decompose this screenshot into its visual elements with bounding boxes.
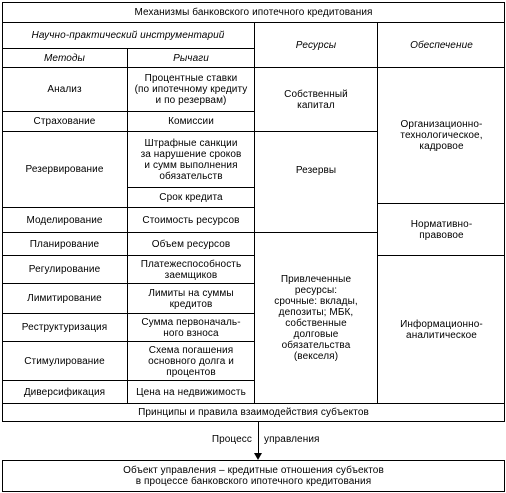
lever-interest-rates: Процентные ставки (по ипотечному кредиту и по резервам) bbox=[134, 73, 248, 106]
method-modeling: Моделирование bbox=[26, 214, 103, 226]
lever-resource-volume: Объем ресурсов bbox=[151, 238, 231, 250]
resources-header: Ресурсы bbox=[295, 39, 337, 51]
lever-down-payment: Сумма первоначаль- ного взноса bbox=[141, 316, 241, 339]
object-text: Объект управления – кредитные отношения субъектов в процессе банковского ипотечного кредитования bbox=[123, 465, 384, 487]
lever-property-price: Цена на недвижимость bbox=[136, 386, 246, 398]
method-regulation: Регулирование bbox=[28, 264, 101, 275]
diagram-title: Механизмы банковского ипотечного кредитования bbox=[134, 7, 373, 18]
process-label-right: управления bbox=[264, 433, 320, 445]
method-stimulation: Стимулирование bbox=[24, 355, 105, 367]
support-header: Обеспечение bbox=[410, 39, 473, 51]
support-organizational: Организационно- технологическое, кадровое bbox=[400, 119, 483, 152]
levers-header: Рычаги bbox=[173, 52, 209, 64]
resource-own-capital: Собственный капитал bbox=[284, 88, 348, 111]
lever-loan-term: Срок кредита bbox=[159, 192, 223, 203]
method-reserving: Резервирование bbox=[25, 164, 104, 175]
method-limiting: Лимитирование bbox=[27, 293, 102, 304]
lever-commissions: Комиссии bbox=[168, 116, 214, 127]
method-planning: Планирование bbox=[29, 238, 100, 250]
support-regulatory: Нормативно- правовое bbox=[410, 218, 473, 241]
method-analysis: Анализ bbox=[47, 84, 82, 95]
lever-loan-limits: Лимиты на суммы кредитов bbox=[148, 287, 234, 310]
support-informational: Информационно- аналитическое bbox=[400, 318, 483, 341]
lever-repayment-scheme: Схема погашения основного долга и процентов bbox=[148, 344, 234, 378]
lever-solvency: Платежеспособность заемщиков bbox=[140, 258, 242, 281]
instruments-header: Научно-практический инструментарий bbox=[31, 30, 225, 41]
method-insurance: Страхование bbox=[33, 116, 96, 127]
method-restructuring: Реструктуризация bbox=[21, 322, 108, 333]
lever-penalties: Штрафные санкции за нарушение сроков и сумм выполнения обязательств bbox=[140, 137, 242, 182]
principles-row: Принципы и правила взаимодействия субъектов bbox=[138, 407, 369, 418]
resource-attracted: Привлеченные ресурсы: срочные: вклады, депозиты; МБК, собственные долговые обязательства (векселя) bbox=[274, 274, 358, 362]
lever-resource-cost: Стоимость ресурсов bbox=[142, 214, 240, 226]
methods-header: Методы bbox=[43, 52, 86, 64]
process-arrow-head bbox=[254, 453, 262, 460]
method-diversification: Диверсификация bbox=[23, 386, 106, 398]
resource-reserves: Резервы bbox=[295, 164, 337, 176]
process-label-left: Процесс bbox=[211, 433, 252, 445]
